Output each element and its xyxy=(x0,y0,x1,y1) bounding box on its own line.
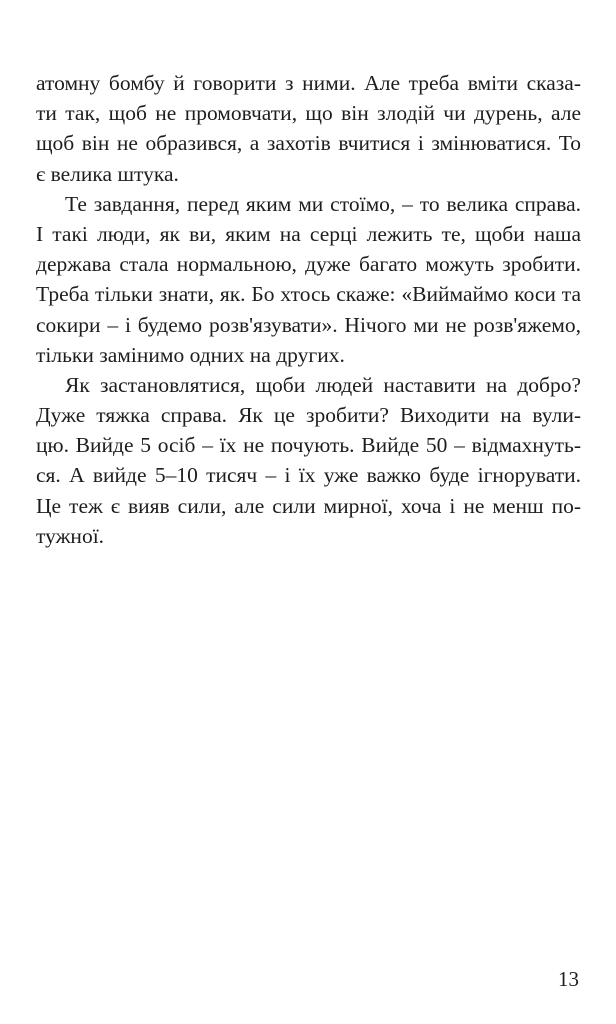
text-line: ти так, щоб не промовчати, що він злодій чи дурень, але xyxy=(36,101,581,126)
text-line: щоб він не образився, а захотів вчитися і змінюватися. То xyxy=(36,131,581,156)
text-line: Це теж є вияв сили, але сили мирної, хоча і не менш по- xyxy=(36,493,581,518)
text-line: тужної. xyxy=(36,523,105,548)
paragraph xyxy=(36,370,581,551)
page-number: 13 xyxy=(558,967,579,991)
paragraph xyxy=(36,189,581,370)
text-line: ся. А вийде 5–10 тисяч – і їх уже важко буде ігнорувати. xyxy=(36,463,581,488)
text-line: Те завдання, перед яким ми стоїмо, – то велика справа. xyxy=(65,191,581,216)
text-line: І такі люди, як ви, яким на серці лежить те, щоби наша xyxy=(36,221,581,246)
paragraph xyxy=(36,68,581,189)
text-line: є велика штука. xyxy=(36,161,179,186)
body-text xyxy=(36,68,581,551)
text-line: держава стала нормальною, дуже багато можуть зробити. xyxy=(36,252,581,277)
text-line: сокири – і будемо розв'язувати». Нічого ми не розв'яжемо, xyxy=(36,312,581,337)
text-line: цю. Вийде 5 осіб – їх не почують. Вийде 50 – відмахнуть- xyxy=(36,433,581,458)
text-line: Дуже тяжка справа. Як це зробити? Виходити на вули- xyxy=(36,403,581,428)
text-line: Треба тільки знати, як. Бо хтось скаже: «Виймаймо коси та xyxy=(36,282,581,307)
text-line: атомну бомбу й говорити з ними. Але треба вміти сказа- xyxy=(36,71,581,95)
text-line: тільки замінимо одних на других. xyxy=(36,342,345,367)
text-line: Як застановлятися, щоби людей наставити на добро? xyxy=(65,372,581,397)
